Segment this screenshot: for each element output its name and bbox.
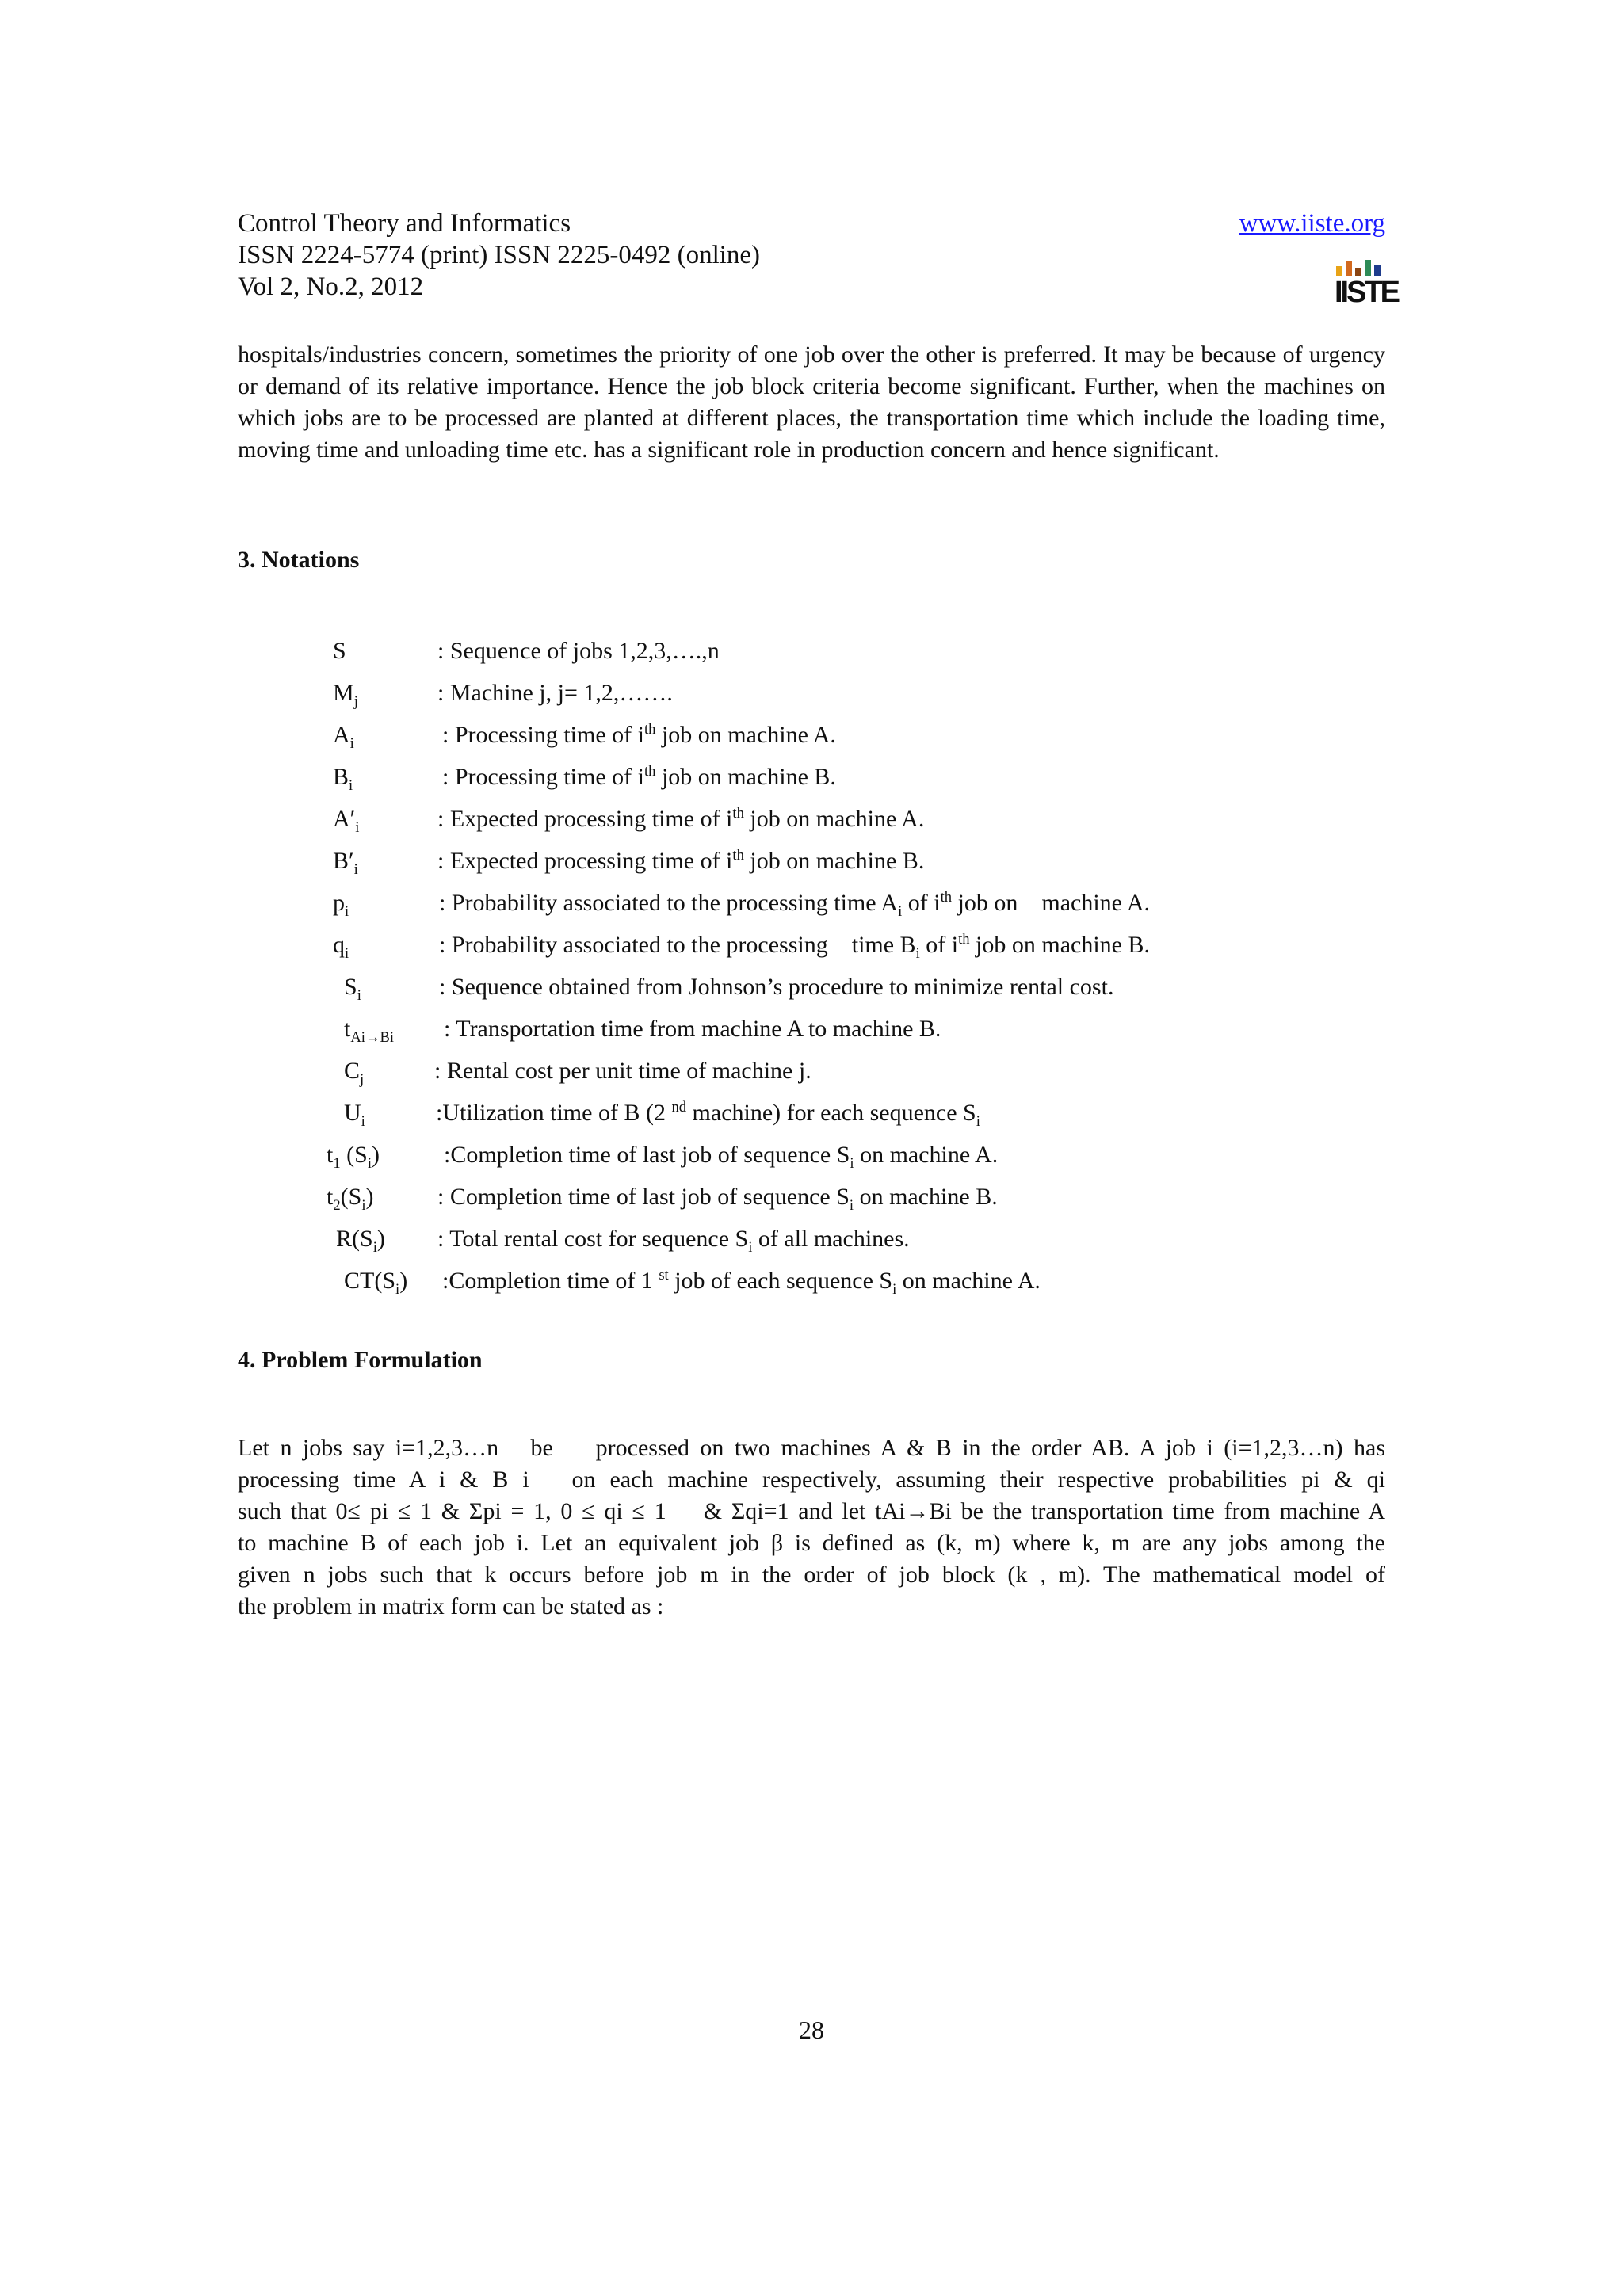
notation-symbol: $A_i$ bbox=[333, 722, 354, 752]
section-3-heading: 3. Notations bbox=[238, 547, 360, 573]
notation-description: : Transportation time from machine A to machine B. bbox=[444, 1016, 941, 1042]
journal-url-link[interactable]: www.iiste.org bbox=[1239, 209, 1385, 238]
problem-formulation-paragraph bbox=[238, 1432, 1385, 1623]
notation-symbol: $C_j$ bbox=[344, 1058, 365, 1088]
page-number: 28 bbox=[799, 2016, 824, 2044]
paragraph-line: to machine B of each job i. Let an equivalent job β is defined as (k, m) where k, m are any jobs among the bbox=[238, 1530, 1385, 1556]
notation-description: : Total rental cost for sequence $S_i$ of all machines. bbox=[437, 1226, 910, 1256]
notation-symbol: $t_2(S_i)$ bbox=[327, 1184, 374, 1214]
notation-description: : Completion time of last job of sequence $S_i$ on machine B. bbox=[437, 1184, 998, 1214]
journal-issn: ISSN 2224-5774 (print) ISSN 2225-0492 (online) bbox=[238, 241, 761, 269]
paragraph-line: given n jobs such that k occurs before job m in the order of job block (k , m). The mathematical model of bbox=[238, 1562, 1385, 1588]
notation-symbol: $M_j$ bbox=[333, 680, 358, 710]
notation-description: : Rental cost per unit time of machine j. bbox=[434, 1058, 812, 1084]
notation-description: : Probability associated to the processing time $A_i$ of $i^{th}$ job on machine A. bbox=[439, 889, 1151, 920]
intro-paragraph: hospitals/industries concern, sometimes the priority of one job over the other is preferred. It may be because of urgency or demand of its relative importance. Hence the job block criteria become significant. Further, when the machines on which jobs are to be processed are planted at different places, the transportation time which include the loading time, moving time and unloading time etc. has a significant role in production concern and hence significant. bbox=[238, 341, 1385, 463]
iiste-logo bbox=[1335, 257, 1399, 309]
notation-symbol: $CT(S_i)$ bbox=[344, 1268, 408, 1298]
notation-symbol: S bbox=[333, 638, 346, 664]
notation-description: : Expected processing time of $i^{th}$ job on machine B. bbox=[437, 847, 925, 874]
section-4-heading: 4. Problem Formulation bbox=[238, 1347, 483, 1373]
journal-header bbox=[238, 208, 1399, 309]
notation-description: :Completion time of last job of sequence $S_i$ on machine A. bbox=[444, 1142, 999, 1172]
logo-text: IISTE bbox=[1335, 276, 1399, 309]
logo-bar bbox=[1346, 261, 1352, 276]
notation-symbol: $B_i$ bbox=[333, 764, 353, 794]
notation-description: : Probability associated to the processing time $B_i$ of $i^{th}$ job on machine B. bbox=[439, 931, 1151, 962]
notation-symbol: $S_i$ bbox=[344, 974, 361, 1004]
notation-description: : Sequence of jobs 1,2,3,….,n bbox=[437, 638, 720, 664]
journal-volume: Vol 2, No.2, 2012 bbox=[238, 273, 424, 301]
notation-symbol: $B'_i$ bbox=[333, 848, 358, 878]
notation-symbol: $q_i$ bbox=[333, 932, 349, 962]
notation-description: :Utilization time of B (2 $^{nd}$ machine) for each sequence $S_i$ bbox=[436, 1099, 980, 1130]
notation-description: : Expected processing time of $i^{th}$ job on machine A. bbox=[437, 805, 925, 832]
notation-description: : Processing time of $i^{th}$ job on machine A. bbox=[442, 721, 836, 748]
logo-bar bbox=[1365, 260, 1371, 276]
notation-symbol: $p_i$ bbox=[333, 890, 349, 920]
paragraph-line: processing time A i & B i on each machine respectively, assuming their respective probabilities pi & qi bbox=[238, 1466, 1385, 1493]
logo-bar bbox=[1336, 266, 1342, 276]
notation-symbol: $U_i$ bbox=[344, 1100, 365, 1130]
paragraph-line: the problem in matrix form can be stated as : bbox=[238, 1593, 664, 1619]
logo-bar bbox=[1374, 265, 1381, 276]
notation-description: : Machine j, j= 1,2,……. bbox=[437, 680, 673, 706]
notation-symbol: $t_{Ai\to Bi}$ bbox=[344, 1016, 395, 1046]
paragraph-line: Let n jobs say i=1,2,3…n be processed on two machines A & B in the order AB. A job i (i=1,2,3…n) has bbox=[238, 1435, 1385, 1461]
journal-title: Control Theory and Informatics bbox=[238, 209, 571, 238]
notation-description: :Completion time of 1 $^{st}$ job of each sequence $S_i$ on machine A. bbox=[442, 1267, 1041, 1298]
logo-bars bbox=[1335, 257, 1385, 276]
notation-description: : Sequence obtained from Johnson’s procedure to minimize rental cost. bbox=[439, 974, 1114, 1000]
notation-description: : Processing time of $i^{th}$ job on machine B. bbox=[442, 763, 836, 790]
notation-symbol: $A'_i$ bbox=[333, 806, 360, 836]
notation-symbol: $R(S_i)$ bbox=[336, 1226, 385, 1256]
paragraph-line: such that 0≤ pi ≤ 1 & Σpi = 1, 0 ≤ qi ≤ 1 & Σqi=1 and let tAi→Bi be the transportation time from machine A bbox=[238, 1498, 1385, 1524]
logo-bar bbox=[1355, 268, 1361, 276]
notation-symbol: $t_1$ $(S_i)$ bbox=[327, 1142, 380, 1172]
